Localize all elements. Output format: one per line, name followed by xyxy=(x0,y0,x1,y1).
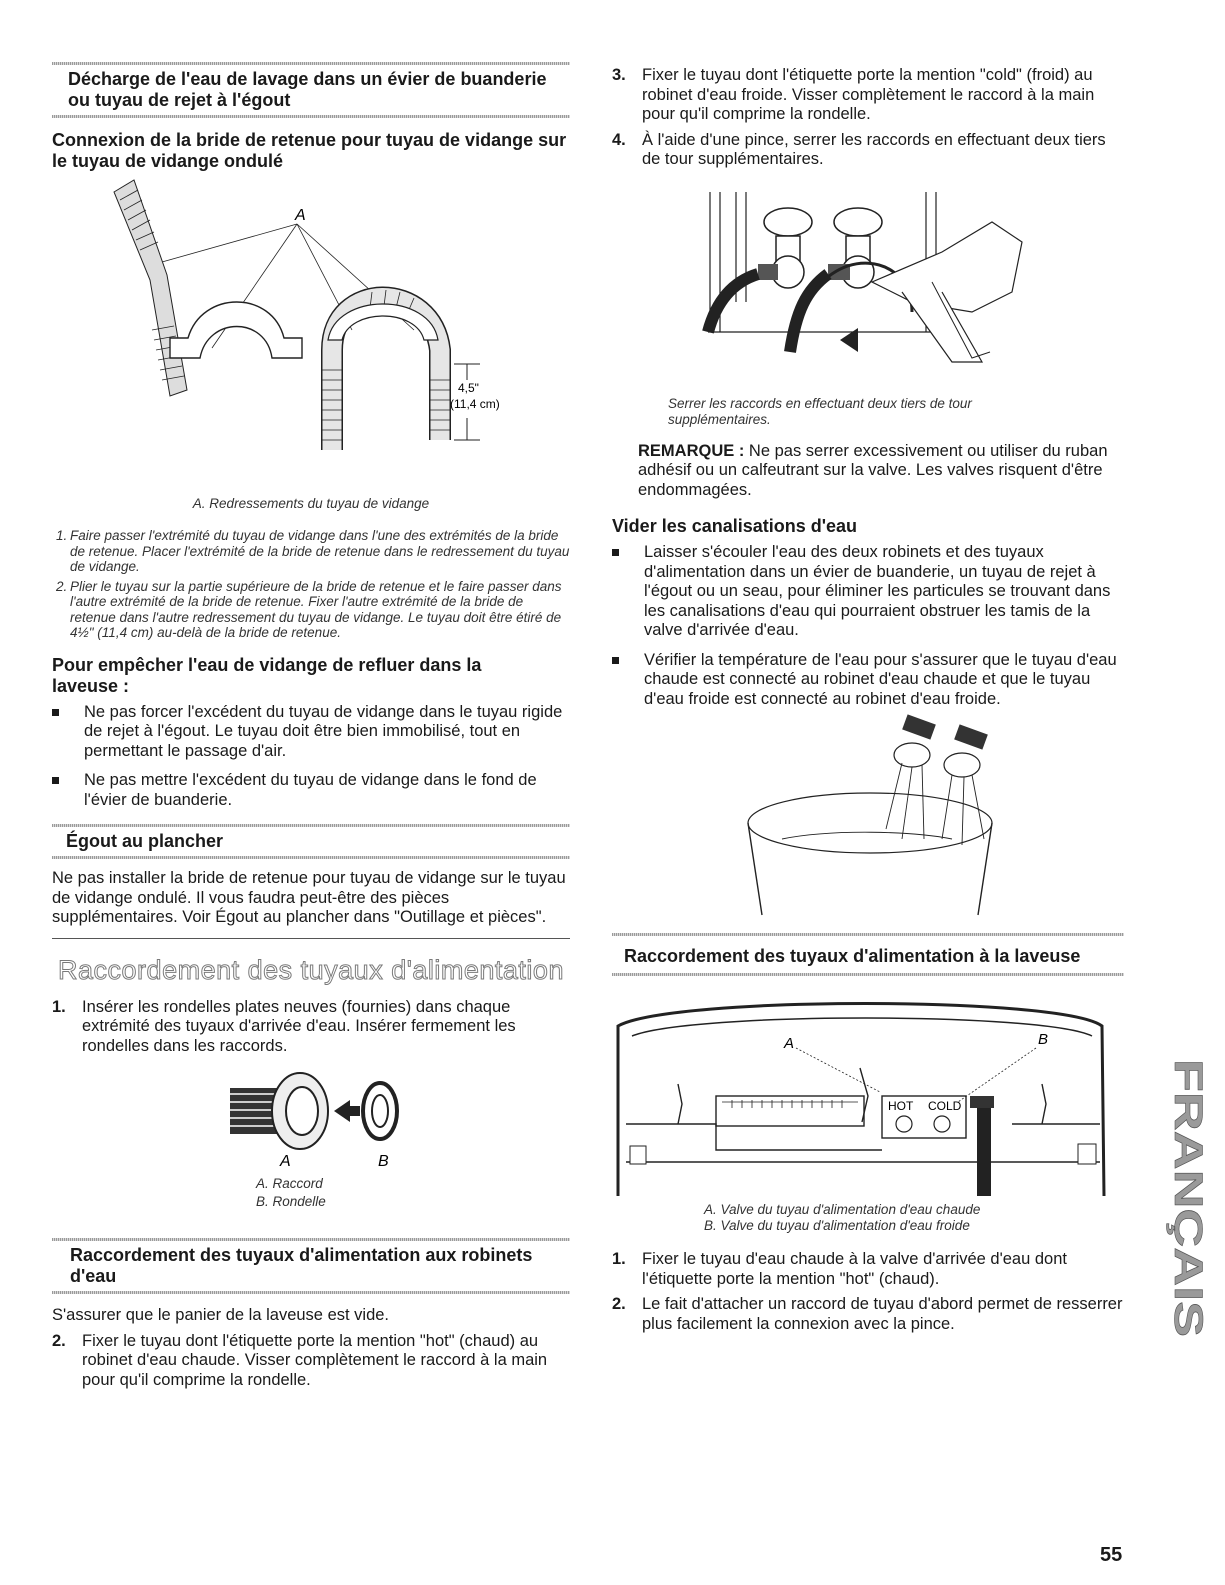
step-item: 2. Le fait d'attacher un raccord de tuyau d'abord permet de resserrer plus facilement la connexion avec la pince. xyxy=(612,1295,1123,1333)
section-rule xyxy=(52,856,570,859)
heading-vider: Vider les canalisations d'eau xyxy=(612,516,858,536)
raccord-steps xyxy=(52,998,570,1057)
bullet-square-icon xyxy=(52,709,59,716)
fig1-caption: A. Redressements du tuyau de vidange xyxy=(192,496,430,511)
connexion-step: 1. Faire passer l'extrémité du tuyau de vidange dans l'une des extrémités de la bride de retenue. Placer l'extrémité de la bride de retenue dans le redressement du tuyau de vidange. xyxy=(56,528,570,574)
empecher-bullets xyxy=(52,703,570,811)
remarque-paragraph xyxy=(612,442,1124,501)
heading-connexion: Connexion de la bride de retenue pour tuyau de vidange sur le tuyau de vidange ondulé xyxy=(52,130,567,171)
bullet-item: Ne pas forcer l'excédent du tuyau de vidange dans le tuyau rigide de rejet à l'égout. Le tuyau doit être bien immobilisé, tout en permettant le passage d'air. xyxy=(52,703,570,762)
section-header xyxy=(52,1241,570,1291)
right-column xyxy=(612,66,1124,1340)
step-item: 3. Fixer le tuyau dont l'étiquette porte la mention "cold" (froid) au robinet d'eau froide. Visser complètement le raccord à la main pour qu'il comprime la rondelle. xyxy=(612,66,1095,123)
bullet-item: Vérifier la température de l'eau pour s'assurer que le tuyau d'eau chaude est connecté au robinet d'eau chaude et que le tuyau d'eau froide est connecté au robinet d'eau froide. xyxy=(612,651,1124,710)
remarque-text: Ne pas serrer excessivement ou utiliser du ruban adhésif ou un calfeutrant sur la valve. Les valves risquent d'être endommagées. xyxy=(638,441,1108,499)
fig5-label-b: B xyxy=(1038,1031,1049,1048)
step-item: 1. Fixer le tuyau d'eau chaude à la valve d'arrivée d'eau dont l'étiquette porte la mention "hot" (chaud). xyxy=(612,1250,1067,1288)
heading-decharge: Décharge de l'eau de lavage dans un évier de buanderie ou tuyau de rejet à l'égout xyxy=(68,69,547,110)
section-rule xyxy=(612,973,1124,976)
section-header xyxy=(52,65,570,115)
connexion-step: 2. Plier le tuyau sur la partie supérieure de la bride de retenue et le faire passer dans l'autre extrémité de la bride de retenue. Fixer l'autre extrémité de la bride de retenue dans l'autre redressement du tuyau de vidange. Le tuyau doit être étiré de 4½" (11,4 cm) au-delà de la bride de retenue. xyxy=(56,578,562,640)
fig2-caption-b: B. Rondelle xyxy=(256,1194,326,1209)
fig5-caption-a: A. Valve du tuyau d'alimentation d'eau chaude xyxy=(704,1202,981,1217)
fig3-caption: Serrer les raccords en effectuant deux tiers de tour supplémentaires. xyxy=(668,395,972,427)
language-side-tab xyxy=(1145,1055,1210,1341)
fig5-cold-label: COLD xyxy=(928,1099,962,1113)
fig5-caption-b: B. Valve du tuyau d'alimentation d'eau froide xyxy=(704,1218,970,1233)
heading-laveuse: Raccordement des tuyaux d'alimentation à la laveuse xyxy=(624,946,1081,966)
section-divider xyxy=(52,938,570,939)
section-title-raccordement: Raccordement des tuyaux d'alimentation xyxy=(58,954,564,985)
heading-robinets: Raccordement des tuyaux d'alimentation aux robinets d'eau xyxy=(70,1245,533,1286)
section-header xyxy=(52,827,570,856)
bullet-item: Ne pas mettre l'excédent du tuyau de vidange dans le fond de l'évier de buanderie. xyxy=(52,771,570,810)
fig5-hot-label: HOT xyxy=(888,1099,914,1113)
vider-bullets xyxy=(612,543,1124,709)
fig2-caption-a: A. Raccord xyxy=(256,1176,323,1191)
bucket-flush-illustration xyxy=(612,719,1124,919)
drain-hose-illustration xyxy=(52,180,570,500)
fitting-washer-illustration xyxy=(52,1062,570,1212)
bullet-item: Laisser s'écouler l'eau des deux robinets et des tuyaux d'alimentation dans un évier de buanderie, un tuyau de rejet à l'égout ou un seau, pour éliminer les particules se trouvant dans les canalisations d'eau qui pourraient obstruer les tamis de la valve d'arrivée d'eau. xyxy=(612,543,1124,641)
pliers-tightening-illustration xyxy=(612,182,1124,394)
washer-inlet-illustration xyxy=(612,996,1124,1196)
bullet-square-icon xyxy=(52,777,59,784)
fig1-label-a: A xyxy=(295,207,306,224)
faucet-steps xyxy=(612,66,1124,170)
connexion-steps xyxy=(52,528,570,641)
section-header xyxy=(612,936,1124,973)
section-rule xyxy=(52,1291,570,1294)
egout-paragraph: Ne pas installer la bride de retenue pour tuyau de vidange sur le tuyau de vidange ondulé. Il vous faudra peut-être des pièces supplémentaires. Voir Égout au plancher dans "Outillage et pièces". xyxy=(52,869,566,926)
language-tab-label: FRANÇAIS xyxy=(1166,1059,1210,1266)
fig5-label-a: A xyxy=(784,1035,795,1052)
assurer-paragraph: S'assurer que le panier de la laveuse est vide. xyxy=(52,1306,390,1324)
heading-egout: Égout au plancher xyxy=(66,831,224,851)
page-number: 55 xyxy=(1100,1544,1123,1566)
fig1-dimension-inches: 4,5" xyxy=(458,381,479,395)
left-column xyxy=(52,62,570,1396)
fig2-label-a: A xyxy=(280,1153,291,1170)
fig2-label-b: B xyxy=(378,1153,389,1170)
fig1-dimension-cm: (11,4 cm) xyxy=(450,397,500,411)
robinet-steps xyxy=(52,1332,570,1391)
step-item: 4. À l'aide d'une pince, serrer les raccords en effectuant deux tiers de tour supplémentaires. xyxy=(612,130,1106,168)
section-rule xyxy=(52,115,570,118)
step-item: 1. Insérer les rondelles plates neuves (fournies) dans chaque extrémité des tuyaux d'arrivée d'eau. Insérer fermement les rondelles dans les raccords. xyxy=(52,997,516,1055)
bullet-square-icon xyxy=(612,657,619,664)
bullet-square-icon xyxy=(612,549,619,556)
washer-steps xyxy=(612,1250,1124,1334)
heading-empecher: Pour empêcher l'eau de vidange de refluer dans la laveuse : xyxy=(52,654,482,696)
remarque-label: REMARQUE : xyxy=(638,441,745,460)
step-item: 2. Fixer le tuyau dont l'étiquette porte la mention "hot" (chaud) au robinet d'eau chaude. Visser complètement le raccord à la main pour qu'il comprime la rondelle. xyxy=(52,1331,548,1389)
